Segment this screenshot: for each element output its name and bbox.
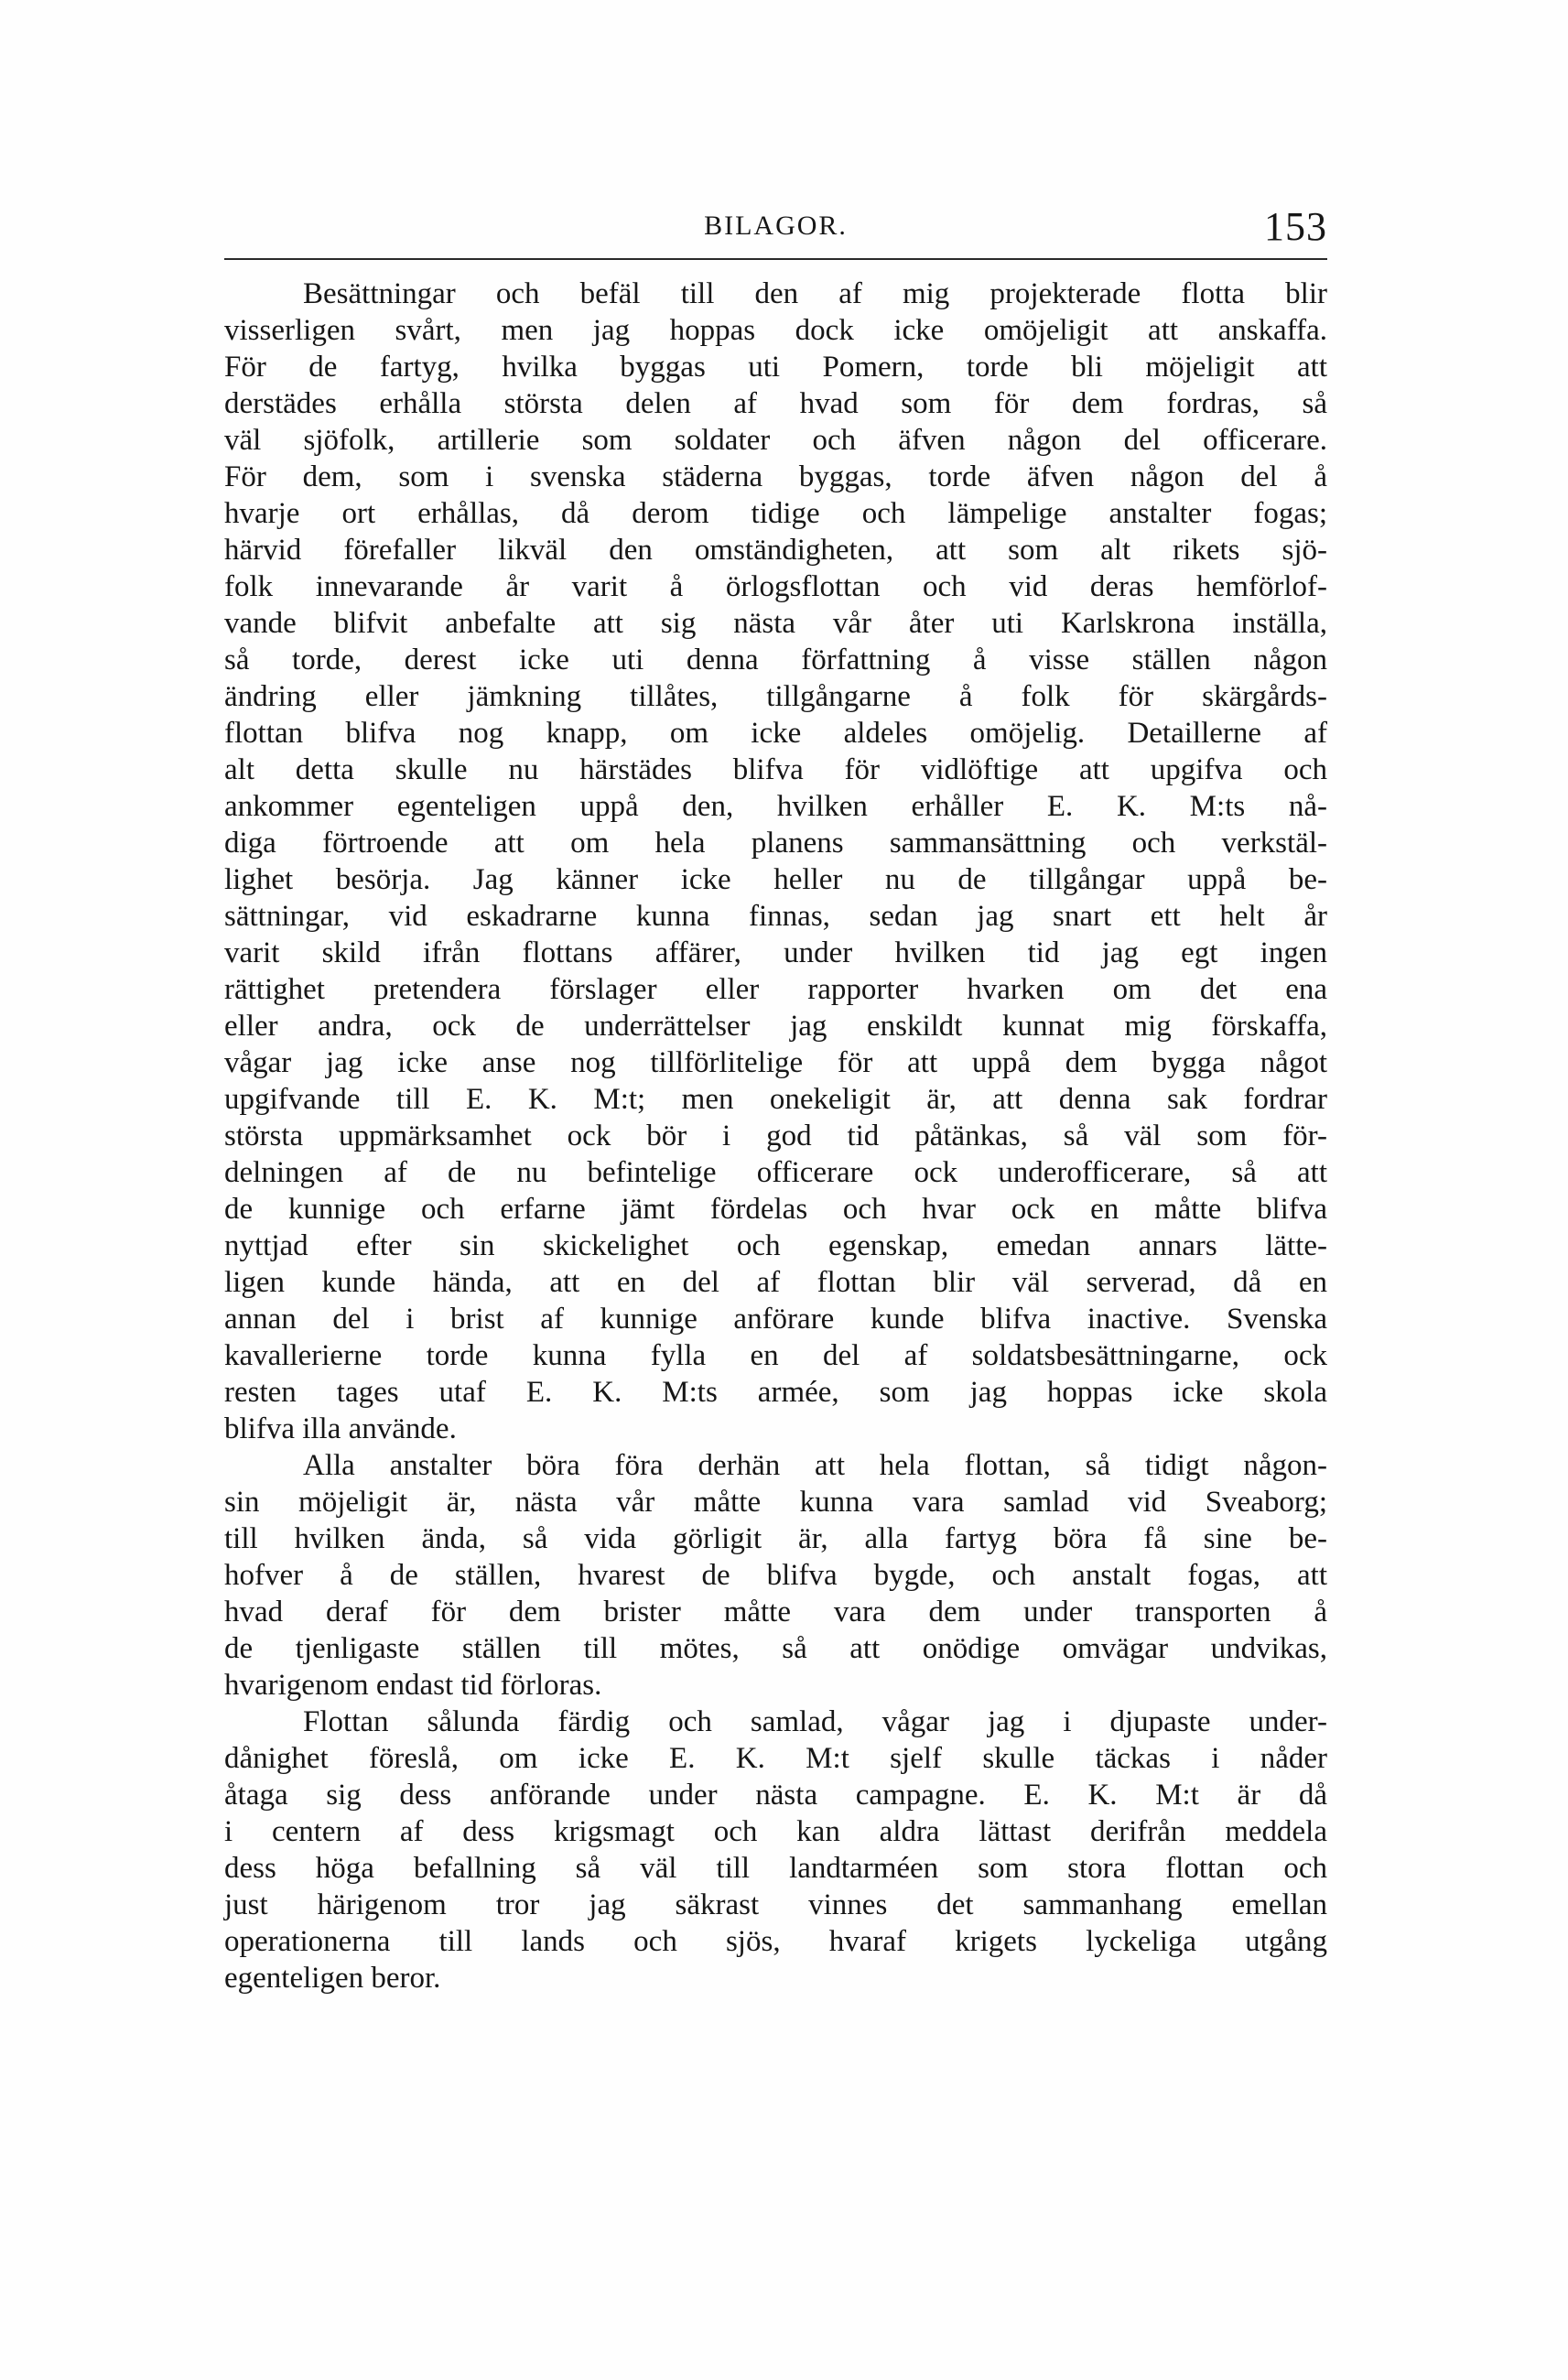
text-line: Besättningar och befäl till den af mig projekterade flotta blir (303, 277, 1327, 310)
text-line: till hvilken ända, så vida görligit är, alla fartyg böra få sine be- (224, 1522, 1327, 1555)
text-line: härvid förefaller likväl den omständigheten, att som alt rikets sjö- (224, 534, 1327, 567)
text-line: sättningar, vid eskadrarne kunna finnas, sedan jag snart ett helt år (224, 900, 1327, 933)
text-line: väl sjöfolk, artillerie som soldater och äfven någon del officerare. (224, 424, 1327, 457)
text-line: hvarigenom endast tid förloras. (224, 1669, 602, 1702)
text-line: nyttjad efter sin skickelighet och egenskap, emedan annars lätte- (224, 1229, 1327, 1262)
running-title: BILAGOR. (704, 211, 848, 241)
text-line: de tjenligaste ställen till mötes, så att onödige omvägar undvikas, (224, 1632, 1327, 1665)
body-text (224, 276, 1327, 1996)
paragraph (224, 1704, 1327, 1996)
header-rule (224, 258, 1327, 260)
text-line: rättighet pretendera förslager eller rapporter hvarken om det ena (224, 973, 1327, 1006)
text-line: annan del i brist af kunnige anförare kunde blifva inactive. Svenska (224, 1303, 1327, 1336)
text-line: i centern af dess krigsmagt och kan aldra lättast derifrån meddela (224, 1815, 1327, 1848)
text-line: de kunnige och erfarne jämt fördelas och hvar ock en måtte blifva (224, 1193, 1327, 1226)
text-line: sin möjeligit är, nästa vår måtte kunna vara samlad vid Sveaborg; (224, 1486, 1327, 1519)
text-line: resten tages utaf E. K. M:ts armée, som jag hoppas icke skola (224, 1376, 1327, 1409)
text-line: För de fartyg, hvilka byggas uti Pomern, torde bli möjeligit att (224, 351, 1327, 384)
text-line: operationerna till lands och sjös, hvaraf krigets lyckeliga utgång (224, 1925, 1327, 1958)
text-line: För dem, som i svenska städerna byggas, torde äfven någon del å (224, 460, 1327, 493)
text-line: åtaga sig dess anförande under nästa campagne. E. K. M:t är då (224, 1779, 1327, 1812)
text-line: vande blifvit anbefalte att sig nästa vår åter uti Karlskrona inställa, (224, 607, 1327, 640)
text-line: delningen af de nu befintelige officerare ock underofficerare, så att (224, 1156, 1327, 1189)
text-line: eller andra, ock de underrättelser jag enskildt kunnat mig förskaffa, (224, 1010, 1327, 1043)
page-number: 153 (1264, 204, 1327, 249)
text-line: dess höga befallning så väl till landtarméen som stora flottan och (224, 1852, 1327, 1885)
text-line: just härigenom tror jag säkrast vinnes det sammanhang emellan (224, 1888, 1327, 1921)
text-line: flottan blifva nog knapp, om icke aldeles omöjelig. Detaillerne af (224, 717, 1327, 750)
text-line: ändring eller jämkning tillåtes, tillgångarne å folk för skärgårds- (224, 680, 1327, 713)
text-line: blifva illa använde. (224, 1412, 457, 1445)
text-line: egenteligen beror. (224, 1962, 441, 1995)
text-line: hvad deraf för dem brister måtte vara dem under transporten å (224, 1596, 1327, 1628)
text-line: dånighet föreslå, om icke E. K. M:t sjelf skulle täckas i nåder (224, 1742, 1327, 1775)
text-line: största uppmärksamhet ock bör i god tid påtänkas, så väl som för- (224, 1120, 1327, 1152)
text-line: kavallerierne torde kunna fylla en del af soldatsbesättningarne, ock (224, 1339, 1327, 1372)
text-line: hvarje ort erhållas, då derom tidige och lämpelige anstalter fogas; (224, 497, 1327, 530)
running-head (224, 203, 1327, 258)
text-line: alt detta skulle nu härstädes blifva för vidlöftige att upgifva och (224, 753, 1327, 786)
text-line: diga förtroende att om hela planens sammansättning och verkstäl- (224, 827, 1327, 860)
text-line: upgifvande till E. K. M:t; men onekeligit är, att denna sak fordrar (224, 1083, 1327, 1116)
text-line: derstädes erhålla största delen af hvad som för dem fordras, så (224, 387, 1327, 420)
paragraph (224, 1447, 1327, 1704)
text-line: visserligen svårt, men jag hoppas dock icke omöjeligit att anskaffa. (224, 314, 1327, 347)
text-line: folk innevarande år varit å örlogsflottan och vid deras hemförlof- (224, 570, 1327, 603)
text-line: så torde, derest icke uti denna författning å visse ställen någon (224, 644, 1327, 676)
text-line: ankommer egenteligen uppå den, hvilken erhåller E. K. M:ts nå- (224, 790, 1327, 823)
text-line: hofver å de ställen, hvarest de blifva bygde, och anstalt fogas, att (224, 1559, 1327, 1592)
text-line: lighet besörja. Jag känner icke heller nu de tillgångar uppå be- (224, 863, 1327, 896)
text-line: ligen kunde hända, att en del af flottan blir väl serverad, då en (224, 1266, 1327, 1299)
text-line: Alla anstalter böra föra derhän att hela flottan, så tidigt någon- (303, 1449, 1327, 1482)
text-line: vågar jag icke anse nog tillförlitelige för att uppå dem bygga något (224, 1046, 1327, 1079)
text-line: varit skild ifrån flottans affärer, under hvilken tid jag egt ingen (224, 936, 1327, 969)
text-line: Flottan sålunda färdig och samlad, vågar jag i djupaste under- (303, 1705, 1327, 1738)
paragraph (224, 276, 1327, 1447)
